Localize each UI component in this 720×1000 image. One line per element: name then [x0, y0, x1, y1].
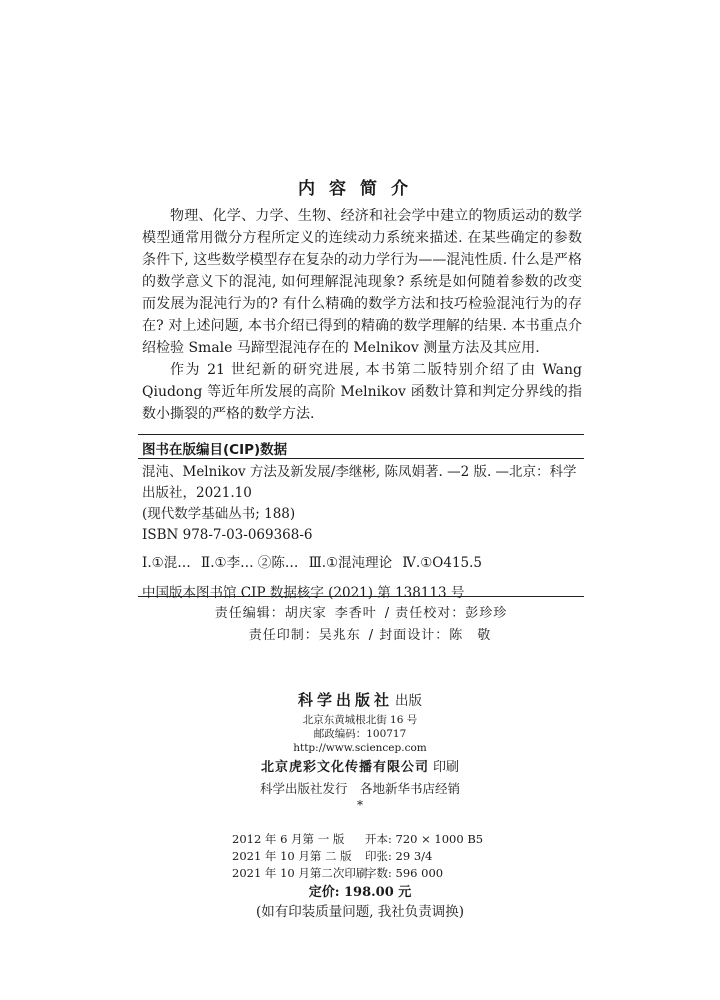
distribution: 科学出版社发行 各地新华书店经销 [259, 781, 460, 796]
proofreader-name: 彭珍珍 [465, 606, 508, 621]
edition-row [232, 848, 483, 865]
cip-class-item: Ⅰ.①混… [142, 555, 191, 571]
price: 定价: 198.00 元 [308, 885, 412, 900]
cip-top-rule [138, 434, 584, 435]
cip-body [142, 462, 582, 604]
cip-bottom-rule [138, 596, 584, 597]
edition-row [232, 865, 483, 882]
cip-classification [142, 552, 582, 574]
credits-row-editors [0, 603, 720, 625]
cover-label: / 封面设计： [368, 628, 450, 643]
edition-row [232, 831, 483, 848]
cip-series: (现代数学基础丛书; 188) [142, 506, 296, 522]
abstract-title: 内容简介 [298, 179, 422, 199]
cip-number: 中国版本图书馆 CIP 数据核字 (2021) 第 138113 号 [142, 585, 465, 601]
publisher-name: 科学出版社 [297, 691, 393, 709]
proofreader-label: / 责任校对： [384, 606, 466, 621]
abstract-paragraph: 物理、化学、力学、生物、经济和社会学中建立的物质运动的数学模型通常用微分方程所定义的连续动力系统来描述. 在某些确定的参数条件下, 这些数学模型存在复杂的动力学行为——混沌性质. 什么是严格的数学意义下的混沌, 如何理解混沌现象? 系统是如何随着参数的改变而发展为混沌行为的? 有什么精确的数学方法和技巧检验混沌行为的存在? 对上述问题, 本书介绍已得到的精确的数学理解的结果. 本书重点介绍检验 Smale 马蹄型混沌存在的 Melnikov 测量方法及其应用. [142, 208, 582, 356]
abstract-body [142, 205, 582, 425]
cip-heading-rule [138, 458, 584, 459]
cip-catalog-line: 混沌、Melnikov 方法及新发展/李继彬, 陈凤娟著. —2 版. —北京：科学出版社，2021.10 [142, 464, 577, 501]
edition-date: 2012 年 6 月第 一 版 [232, 832, 345, 846]
edition-date: 2021 年 10 月第二次印刷 [232, 866, 368, 880]
separator-star: * [357, 798, 363, 812]
publisher-suffix: 出版 [395, 693, 422, 709]
cip-class-item: Ⅳ.①O415.5 [402, 555, 483, 571]
printing-label: 责任印制： [248, 628, 319, 643]
edition-spec: 印张: 29 3/4 [365, 849, 433, 863]
publication-info [0, 688, 720, 811]
publisher-website: http://www.sciencep.com [293, 742, 427, 754]
publisher-line [0, 688, 720, 713]
publisher-address: 北京东黄城根北街 16 号 [302, 714, 418, 726]
cip-class-item: Ⅲ.①混沌理论 [308, 555, 393, 571]
printer-line [0, 757, 720, 779]
editor-name: 胡庆家 [284, 606, 327, 621]
edition-table [232, 831, 483, 882]
edition-date: 2021 年 10 月第 二 版 [232, 849, 352, 863]
credits-row-production [0, 625, 720, 647]
publisher-postcode: 邮政编码：100717 [313, 728, 407, 740]
cip-heading: 图书在版编目(CIP)数据 [142, 442, 288, 458]
cip-class-item: Ⅱ.①李… ②陈… [201, 555, 299, 571]
printing-name: 吴兆东 [318, 628, 361, 643]
editor-label: 责任编辑： [214, 606, 285, 621]
cover-name: 陈 敬 [449, 628, 492, 643]
abstract-paragraph: 作为 21 世纪新的研究进展, 本书第二版特别介绍了由 Wang Qiudong 等近年所发展的高阶 Melnikov 函数计算和判定分界线的指数小撕裂的严格的数学方法. [142, 362, 582, 422]
printer-name: 北京虎彩文化传播有限公司 [260, 760, 429, 775]
cip-isbn: ISBN 978-7-03-069368-6 [142, 527, 313, 543]
printer-suffix: 印刷 [433, 760, 460, 775]
edition-spec: 字数: 596 000 [365, 866, 444, 880]
credits [0, 603, 720, 647]
editor-name: 李香叶 [334, 606, 377, 621]
edition-spec: 开本: 720 × 1000 B5 [365, 832, 484, 846]
quality-notice: (如有印装质量问题, 我社负责调换) [255, 904, 465, 920]
